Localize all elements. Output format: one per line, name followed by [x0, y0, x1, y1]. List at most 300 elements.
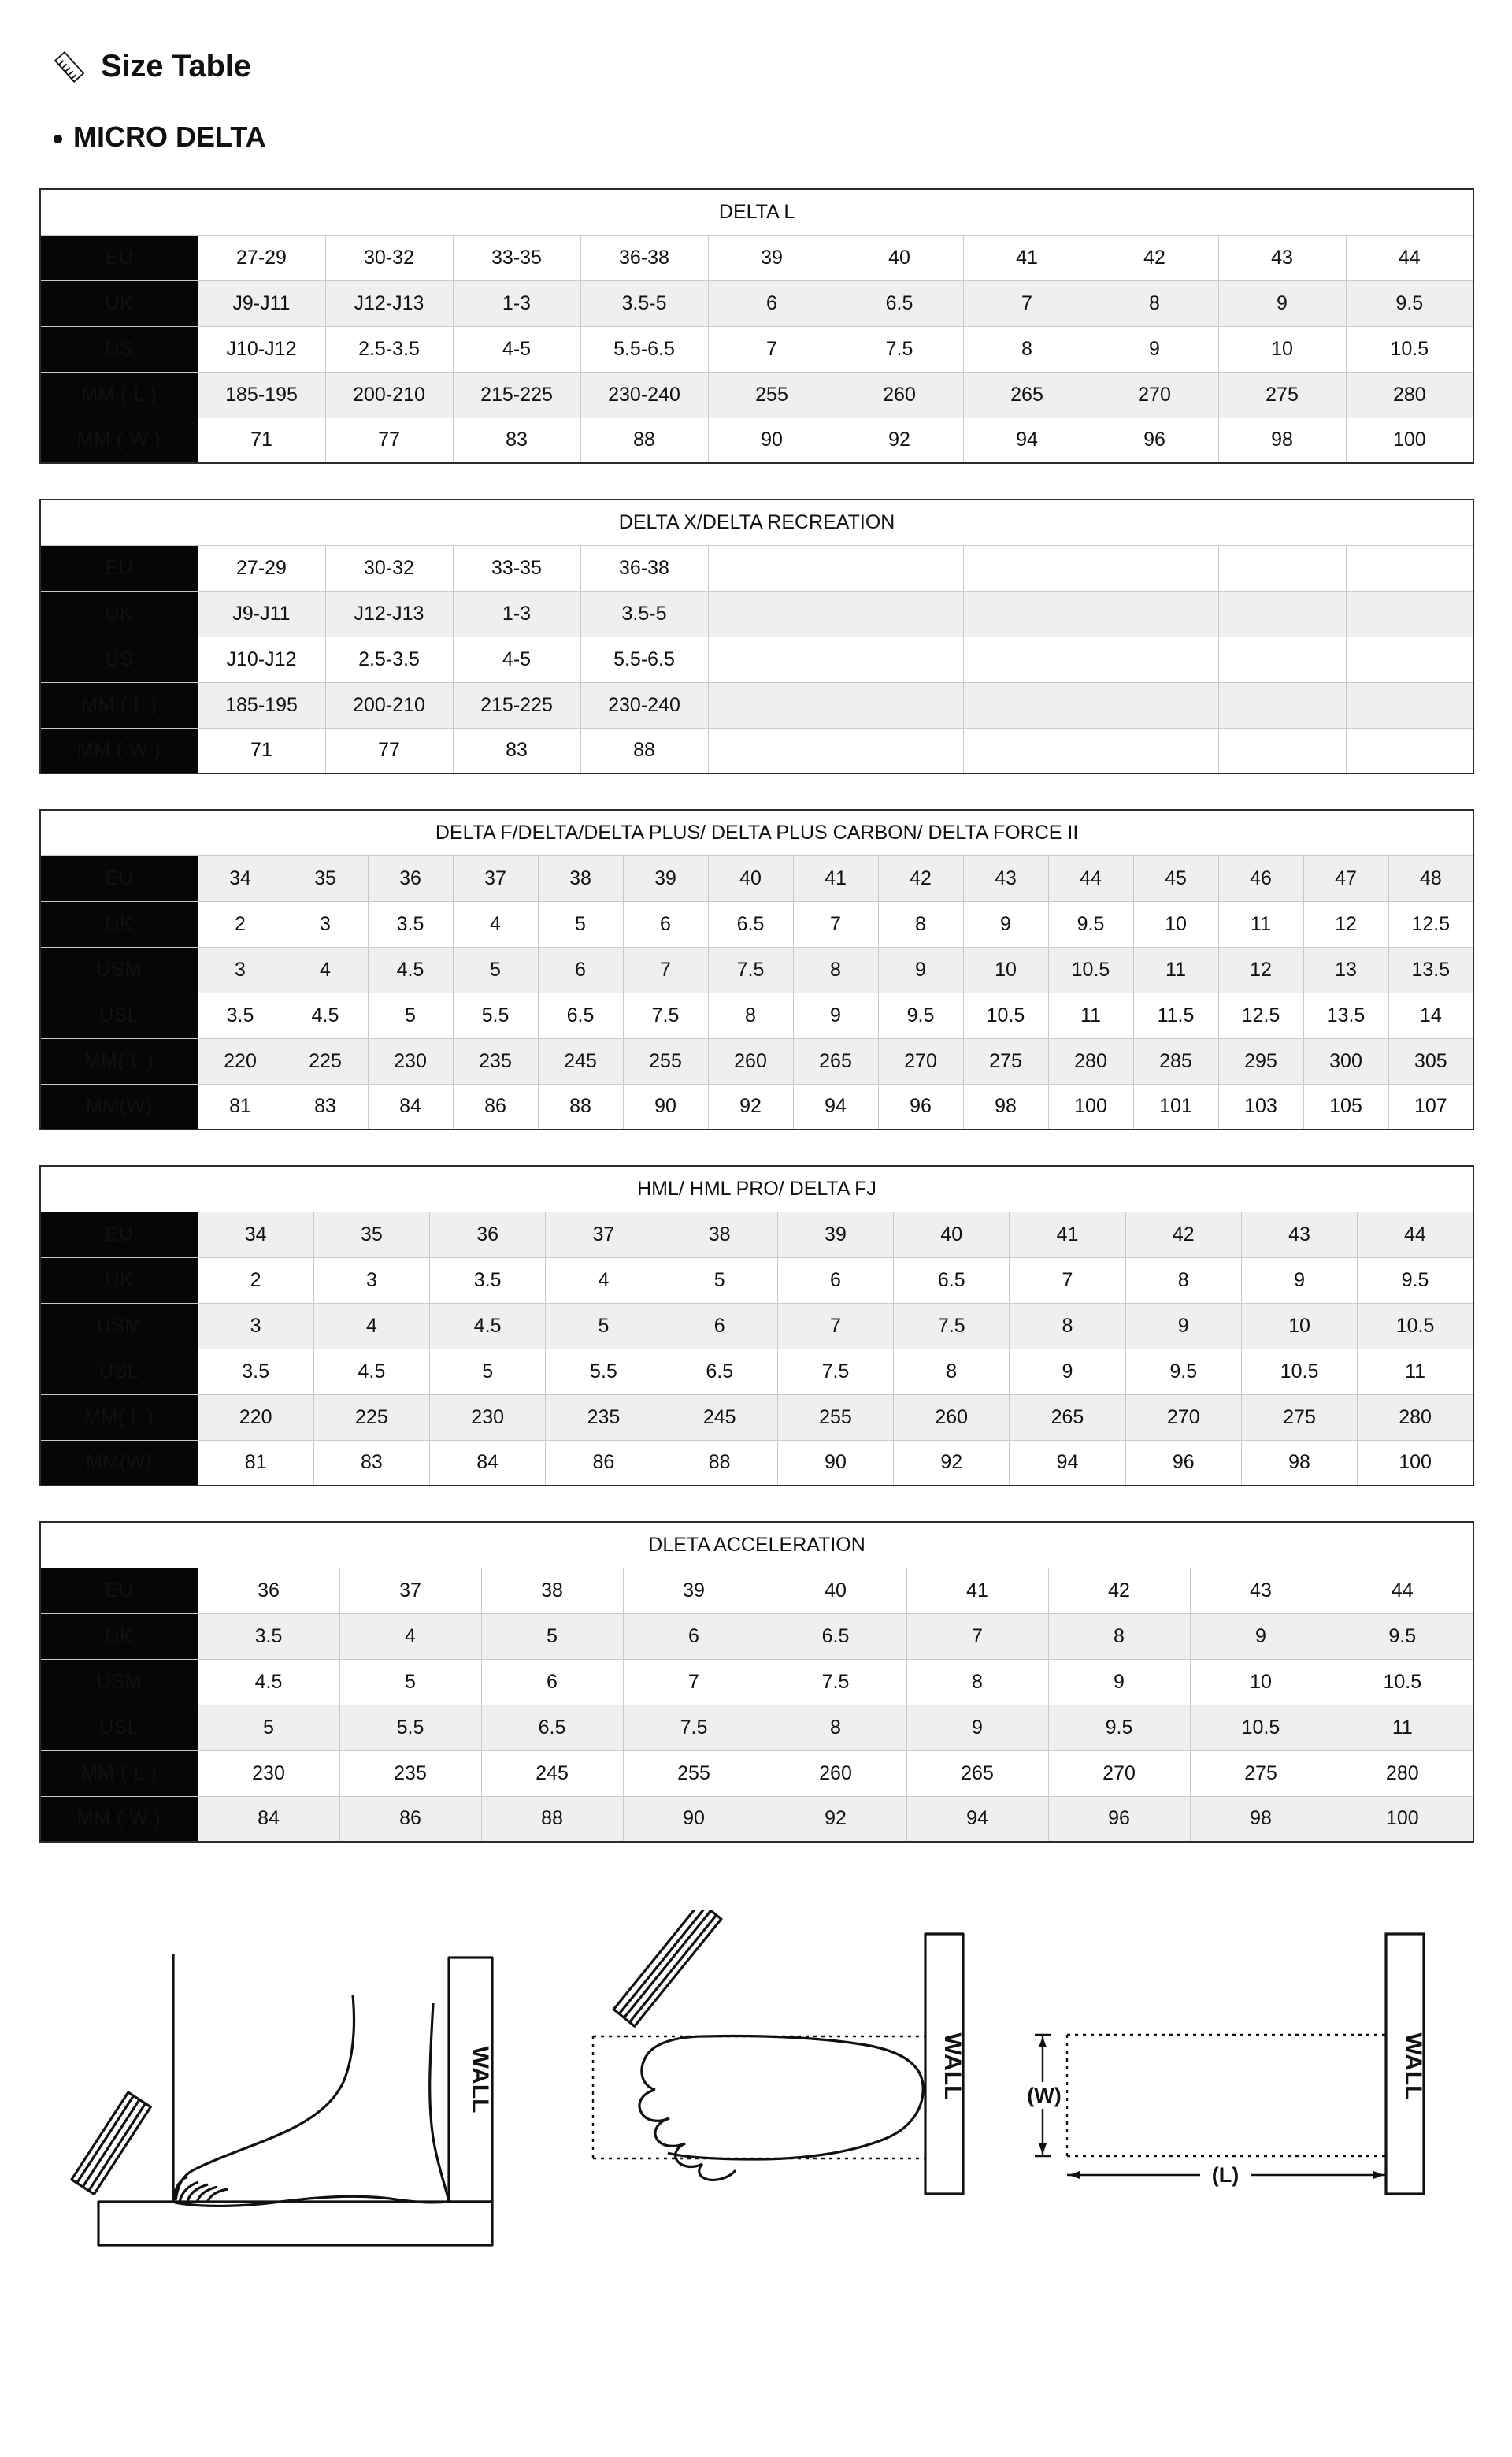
table-cell: 255: [777, 1394, 893, 1440]
table-cell: 260: [836, 372, 963, 418]
table-cell: 107: [1388, 1084, 1473, 1130]
table-caption-row: [40, 189, 1473, 235]
table-cell: 9: [878, 947, 963, 993]
table-cell: 100: [1332, 1796, 1473, 1842]
table: [39, 1165, 1474, 1486]
table-cell: 12: [1303, 901, 1388, 947]
table-cell: 11: [1048, 993, 1133, 1038]
table-cell: 8: [1125, 1257, 1241, 1303]
table-cell: 8: [708, 993, 793, 1038]
table-cell: 8: [1048, 1613, 1190, 1659]
table-cell: 71: [198, 728, 325, 774]
table-cell: 245: [538, 1038, 623, 1084]
table-cell: 255: [623, 1750, 765, 1796]
row-label: USL: [40, 1705, 198, 1750]
row-label: EU: [40, 855, 198, 901]
table-cell: 88: [538, 1084, 623, 1130]
ruler-icon: [52, 50, 87, 84]
table-caption-row: [40, 1522, 1473, 1568]
table-cell: 3: [313, 1257, 429, 1303]
table-cell: 5: [481, 1613, 623, 1659]
table-cell: 39: [708, 235, 836, 280]
table-cell: 7: [708, 326, 836, 372]
wall-label: WALL: [467, 2046, 493, 2114]
table-cell: 8: [1010, 1303, 1125, 1349]
table-cell: 3.5: [198, 993, 283, 1038]
table-cell: 96: [878, 1084, 963, 1130]
row-label: US: [40, 637, 198, 682]
row-label: USM: [40, 1303, 198, 1349]
table-cell: 285: [1133, 1038, 1218, 1084]
table-cell: 36: [198, 1568, 339, 1613]
table-cell: 280: [1358, 1394, 1473, 1440]
table-row: [40, 1394, 1473, 1440]
size-table-2: [39, 499, 1473, 774]
table-cell: 225: [313, 1394, 429, 1440]
table-cell: 230-240: [580, 372, 708, 418]
table-cell: 7.5: [708, 947, 793, 993]
table-cell: 260: [708, 1038, 793, 1084]
table-cell: 265: [906, 1750, 1048, 1796]
section-heading: [39, 121, 1473, 154]
table-cell: 6: [662, 1303, 777, 1349]
table-row: [40, 591, 1473, 637]
table: [39, 1521, 1474, 1843]
table-cell: 4: [313, 1303, 429, 1349]
size-table-4: [39, 1165, 1473, 1486]
table-cell: 100: [1048, 1084, 1133, 1130]
row-label: MM( L ): [40, 1394, 198, 1440]
table-cell: 83: [313, 1440, 429, 1486]
table-cell: 92: [708, 1084, 793, 1130]
bullet-icon: [54, 135, 62, 143]
table-cell: [1218, 637, 1346, 682]
table-cell: 10.5: [1332, 1659, 1473, 1705]
table-cell: 30-32: [325, 545, 453, 591]
table-cell: 88: [580, 418, 708, 463]
table-cell: 98: [963, 1084, 1048, 1130]
table-cell: 7: [963, 280, 1091, 326]
row-label: MM(W): [40, 1440, 198, 1486]
table-cell: 42: [1048, 1568, 1190, 1613]
table-cell: 8: [894, 1349, 1010, 1394]
table-cell: 215-225: [453, 682, 580, 728]
table-cell: 200-210: [325, 682, 453, 728]
row-label: US: [40, 326, 198, 372]
table-cell: 86: [339, 1796, 481, 1842]
foot-top-view-measure: [567, 1910, 1008, 2284]
table-cell: 6.5: [894, 1257, 1010, 1303]
table-cell: 4-5: [453, 326, 580, 372]
table-cell: [708, 545, 836, 591]
table-cell: 215-225: [453, 372, 580, 418]
table-cell: 101: [1133, 1084, 1218, 1130]
table-cell: 44: [1358, 1212, 1473, 1257]
table-cell: [963, 545, 1091, 591]
table-cell: 36-38: [580, 235, 708, 280]
table-cell: [1218, 728, 1346, 774]
table-cell: 12.5: [1388, 901, 1473, 947]
table-cell: 6.5: [708, 901, 793, 947]
table-cell: 5: [430, 1349, 546, 1394]
length-label: (L): [1211, 2163, 1240, 2187]
table-cell: 7: [777, 1303, 893, 1349]
table-cell: 39: [777, 1212, 893, 1257]
table-cell: 7: [623, 947, 708, 993]
table-row: [40, 1796, 1473, 1842]
table-cell: 9.5: [1346, 280, 1473, 326]
table-cell: 9: [793, 993, 878, 1038]
table-cell: 83: [453, 418, 580, 463]
table-cell: 300: [1303, 1038, 1388, 1084]
table-cell: 77: [325, 418, 453, 463]
table-caption: DELTA F/DELTA/DELTA PLUS/ DELTA PLUS CARBON/ DELTA FORCE II: [40, 810, 1473, 855]
foot-side-view-measure: [63, 1910, 567, 2284]
table-cell: 3: [283, 901, 368, 947]
table-cell: 6: [777, 1257, 893, 1303]
table-cell: 3.5-5: [580, 591, 708, 637]
table-cell: 77: [325, 728, 453, 774]
table-cell: 98: [1241, 1440, 1357, 1486]
table-cell: 88: [662, 1440, 777, 1486]
table-cell: 48: [1388, 855, 1473, 901]
table-cell: 4: [453, 901, 538, 947]
table-cell: J10-J12: [198, 326, 325, 372]
table-cell: 8: [963, 326, 1091, 372]
table-cell: 33-35: [453, 545, 580, 591]
table-cell: 245: [481, 1750, 623, 1796]
table-cell: 5: [453, 947, 538, 993]
table-cell: 9: [1091, 326, 1218, 372]
table-cell: 12: [1218, 947, 1303, 993]
table-cell: J12-J13: [325, 280, 453, 326]
table-row: [40, 418, 1473, 463]
table-cell: 9.5: [1048, 1705, 1190, 1750]
table-cell: 295: [1218, 1038, 1303, 1084]
table-cell: 6.5: [538, 993, 623, 1038]
table-cell: J10-J12: [198, 637, 325, 682]
table-cell: 3: [198, 1303, 313, 1349]
table-cell: 27-29: [198, 545, 325, 591]
table-cell: 35: [283, 855, 368, 901]
table-cell: 230: [198, 1750, 339, 1796]
table-cell: 13.5: [1388, 947, 1473, 993]
table-cell: 4-5: [453, 637, 580, 682]
table-cell: 88: [481, 1796, 623, 1842]
table-cell: 105: [1303, 1084, 1388, 1130]
table-cell: 9.5: [1125, 1349, 1241, 1394]
table-cell: 4: [546, 1257, 662, 1303]
table-cell: 10: [963, 947, 1048, 993]
table-row: [40, 372, 1473, 418]
table-cell: 265: [963, 372, 1091, 418]
table-cell: 33-35: [453, 235, 580, 280]
table-cell: J9-J11: [198, 591, 325, 637]
table-cell: 71: [198, 418, 325, 463]
table-cell: [836, 682, 963, 728]
table-cell: 185-195: [198, 372, 325, 418]
table-cell: 11: [1133, 947, 1218, 993]
table-cell: 14: [1388, 993, 1473, 1038]
table-cell: 275: [1241, 1394, 1357, 1440]
table-cell: 35: [313, 1212, 429, 1257]
table-row: [40, 1303, 1473, 1349]
table-cell: 5: [662, 1257, 777, 1303]
table-row: [40, 637, 1473, 682]
table-cell: 235: [453, 1038, 538, 1084]
table-cell: 96: [1048, 1796, 1190, 1842]
table-cell: 103: [1218, 1084, 1303, 1130]
table-row: [40, 326, 1473, 372]
table-cell: [1346, 591, 1473, 637]
table-cell: 36: [430, 1212, 546, 1257]
width-label: (W): [1027, 2084, 1062, 2107]
table-cell: 8: [793, 947, 878, 993]
table-cell: 230-240: [580, 682, 708, 728]
table-cell: 3.5: [368, 901, 453, 947]
table-cell: 7.5: [623, 993, 708, 1038]
table-cell: 260: [765, 1750, 906, 1796]
table-cell: 5.5-6.5: [580, 326, 708, 372]
table-row: [40, 1212, 1473, 1257]
table-cell: 6: [481, 1659, 623, 1705]
table-row: [40, 1440, 1473, 1486]
table-cell: 2.5-3.5: [325, 326, 453, 372]
table-cell: 43: [1218, 235, 1346, 280]
table-cell: 10.5: [1048, 947, 1133, 993]
table-cell: 88: [580, 728, 708, 774]
table-cell: 225: [283, 1038, 368, 1084]
table-cell: 5.5: [453, 993, 538, 1038]
table-cell: 36: [368, 855, 453, 901]
table-cell: 10: [1133, 901, 1218, 947]
table-cell: 9: [1190, 1613, 1332, 1659]
table-cell: 6.5: [481, 1705, 623, 1750]
table-cell: 255: [708, 372, 836, 418]
table-cell: 12.5: [1218, 993, 1303, 1038]
table-cell: 11: [1358, 1349, 1473, 1394]
table-cell: 10.5: [1358, 1303, 1473, 1349]
table-cell: 92: [894, 1440, 1010, 1486]
table-caption-row: [40, 499, 1473, 545]
table-cell: [1091, 545, 1218, 591]
table-cell: 84: [198, 1796, 339, 1842]
table-cell: 83: [283, 1084, 368, 1130]
table-row: [40, 947, 1473, 993]
table-row: [40, 728, 1473, 774]
table-cell: 44: [1332, 1568, 1473, 1613]
table-cell: 7.5: [894, 1303, 1010, 1349]
table-row: [40, 993, 1473, 1038]
table-cell: 9: [963, 901, 1048, 947]
table: [39, 499, 1474, 774]
table-cell: 10.5: [1346, 326, 1473, 372]
table-cell: 7: [793, 901, 878, 947]
table-row: [40, 1038, 1473, 1084]
table-cell: 90: [623, 1796, 765, 1842]
table-cell: [836, 545, 963, 591]
row-label: EU: [40, 545, 198, 591]
table-cell: 5: [339, 1659, 481, 1705]
table-cell: 1-3: [453, 280, 580, 326]
table-row: [40, 1349, 1473, 1394]
table-cell: [836, 591, 963, 637]
table-cell: [1218, 545, 1346, 591]
table-cell: 275: [963, 1038, 1048, 1084]
size-table-3: [39, 809, 1473, 1130]
table-cell: 255: [623, 1038, 708, 1084]
table-cell: [1218, 591, 1346, 637]
table-cell: 90: [708, 418, 836, 463]
table-cell: 9: [1048, 1659, 1190, 1705]
table-cell: 40: [708, 855, 793, 901]
table-cell: 41: [793, 855, 878, 901]
table-cell: 37: [339, 1568, 481, 1613]
table-cell: 230: [430, 1394, 546, 1440]
table-cell: 280: [1346, 372, 1473, 418]
table-cell: 39: [623, 1568, 765, 1613]
table-cell: 7: [906, 1613, 1048, 1659]
table-cell: 10: [1190, 1659, 1332, 1705]
table-cell: 235: [339, 1750, 481, 1796]
table-cell: 10.5: [1190, 1705, 1332, 1750]
table-cell: 44: [1346, 235, 1473, 280]
wall-label: WALL: [1400, 2032, 1426, 2100]
table-cell: 5: [538, 901, 623, 947]
table-cell: 41: [906, 1568, 1048, 1613]
row-label: UK: [40, 591, 198, 637]
table-cell: 47: [1303, 855, 1388, 901]
table-cell: 37: [453, 855, 538, 901]
table-cell: 40: [765, 1568, 906, 1613]
table-cell: 9: [1125, 1303, 1241, 1349]
table-cell: 8: [1091, 280, 1218, 326]
table-row: [40, 280, 1473, 326]
table-caption: DELTA X/DELTA RECREATION: [40, 499, 1473, 545]
table-cell: 8: [906, 1659, 1048, 1705]
table-row: [40, 545, 1473, 591]
row-label: MM( L ): [40, 1038, 198, 1084]
table-cell: [708, 728, 836, 774]
table-cell: 6.5: [765, 1613, 906, 1659]
table-cell: 92: [836, 418, 963, 463]
row-label: USM: [40, 947, 198, 993]
page-header: [39, 0, 1473, 84]
table-cell: [1346, 545, 1473, 591]
table-caption-row: [40, 1166, 1473, 1212]
table-cell: 86: [453, 1084, 538, 1130]
table-cell: 5.5: [339, 1705, 481, 1750]
table-cell: 235: [546, 1394, 662, 1440]
table-cell: 5: [546, 1303, 662, 1349]
table-cell: 41: [963, 235, 1091, 280]
size-table-1: [39, 188, 1473, 464]
table-cell: 92: [765, 1796, 906, 1842]
table-cell: 44: [1048, 855, 1133, 901]
table-cell: 38: [538, 855, 623, 901]
table-cell: 265: [793, 1038, 878, 1084]
table-caption-row: [40, 810, 1473, 855]
row-label: USM: [40, 1659, 198, 1705]
table-row: [40, 1613, 1473, 1659]
table: [39, 809, 1474, 1130]
table-cell: [836, 637, 963, 682]
table-cell: [963, 637, 1091, 682]
table-cell: 41: [1010, 1212, 1125, 1257]
table-cell: 39: [623, 855, 708, 901]
table-cell: 6.5: [836, 280, 963, 326]
table-cell: 5.5: [546, 1349, 662, 1394]
table-cell: 10: [1241, 1303, 1357, 1349]
table-cell: 270: [1048, 1750, 1190, 1796]
table-cell: 100: [1358, 1440, 1473, 1486]
table-cell: 10.5: [963, 993, 1048, 1038]
row-label: MM ( W ): [40, 728, 198, 774]
table-cell: 98: [1190, 1796, 1332, 1842]
size-tables-container: [39, 188, 1473, 1843]
table-cell: 13: [1303, 947, 1388, 993]
table-cell: 38: [662, 1212, 777, 1257]
table-cell: 13.5: [1303, 993, 1388, 1038]
table-cell: 11: [1218, 901, 1303, 947]
row-label: UK: [40, 280, 198, 326]
table-cell: 4.5: [198, 1659, 339, 1705]
table-cell: 5.5-6.5: [580, 637, 708, 682]
table-cell: 4.5: [368, 947, 453, 993]
table-cell: [963, 728, 1091, 774]
table-cell: 280: [1332, 1750, 1473, 1796]
table-cell: 81: [198, 1084, 283, 1130]
page-title: Size Table: [101, 49, 251, 84]
table-cell: 7.5: [623, 1705, 765, 1750]
table-cell: 83: [453, 728, 580, 774]
table-cell: 6: [538, 947, 623, 993]
table-caption: HML/ HML PRO/ DELTA FJ: [40, 1166, 1473, 1212]
table-cell: 270: [1091, 372, 1218, 418]
table-cell: 3.5: [430, 1257, 546, 1303]
table-cell: 90: [623, 1084, 708, 1130]
table-cell: 100: [1346, 418, 1473, 463]
row-label: USL: [40, 1349, 198, 1394]
table-cell: 6.5: [662, 1349, 777, 1394]
table-cell: 84: [368, 1084, 453, 1130]
table-cell: 7: [1010, 1257, 1125, 1303]
table-cell: [1218, 682, 1346, 728]
table-cell: 185-195: [198, 682, 325, 728]
table-cell: J9-J11: [198, 280, 325, 326]
table-row: [40, 1750, 1473, 1796]
table-cell: 5: [368, 993, 453, 1038]
table-cell: 81: [198, 1440, 313, 1486]
table-cell: 96: [1091, 418, 1218, 463]
table-cell: 9.5: [1048, 901, 1133, 947]
table-cell: 6: [623, 1613, 765, 1659]
table-cell: [708, 682, 836, 728]
table-cell: 6: [708, 280, 836, 326]
table-cell: 40: [894, 1212, 1010, 1257]
table-cell: 7: [623, 1659, 765, 1705]
table-cell: [708, 637, 836, 682]
row-label: UK: [40, 1613, 198, 1659]
table-cell: 4: [283, 947, 368, 993]
table-caption: DLETA ACCELERATION: [40, 1522, 1473, 1568]
row-label: EU: [40, 235, 198, 280]
section-title: MICRO DELTA: [73, 121, 266, 153]
table-cell: 6: [623, 901, 708, 947]
table-cell: 260: [894, 1394, 1010, 1440]
row-label: UK: [40, 901, 198, 947]
table-cell: 42: [1091, 235, 1218, 280]
